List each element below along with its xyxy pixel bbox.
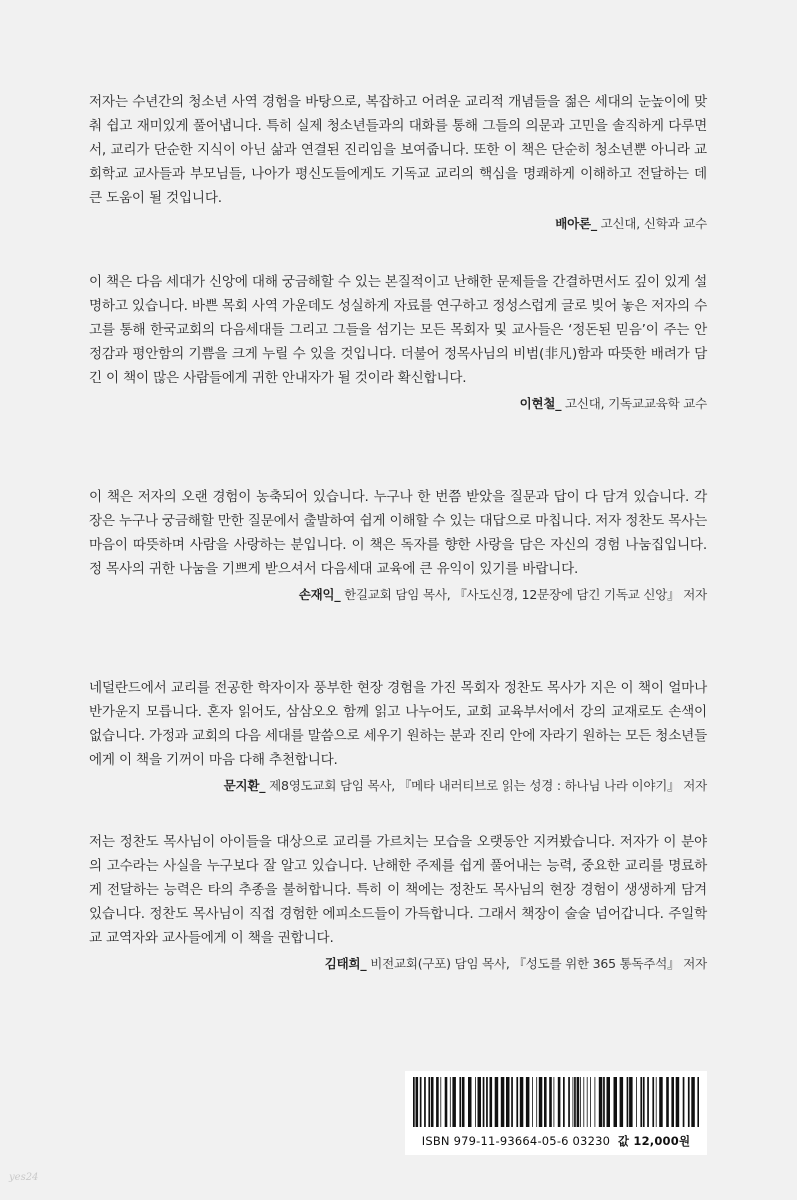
- barcode-icon: [413, 1077, 699, 1127]
- reviewer-affiliation: 비전교회(구포) 담임 목사, 『성도를 위한 365 통독주석』 저자: [366, 956, 707, 971]
- reviewer-affiliation: 한길교회 담임 목사, 『사도신경, 12문장에 담긴 기독교 신앙』 저자: [340, 587, 707, 602]
- review-3: [89, 485, 707, 605]
- isbn-number: ISBN 979-11-93664-05-6 03230: [421, 1134, 611, 1148]
- review-text: 이 책은 저자의 오랜 경험이 농축되어 있습니다. 누구나 한 번쯤 받았을 질문과 답이 다 담겨 있습니다. 각 장은 누구나 궁금해할 만한 질문에서 출발하여 쉽게 이해할 수 있는 대답으로 마칩니다. 저자 정찬도 목사는 마음이 따뜻하며 사람을 사랑하는 분입니다. 이 책은 독자를 향한 사랑을 담은 자신의 경험 나눔집입니다. 정 목사의 귀한 나눔을 기쁘게 받으셔서 다음세대 교육에 큰 유익이 있기를 바랍니다.: [89, 489, 707, 577]
- price-label: 값 12,000원: [617, 1134, 691, 1148]
- review-attribution: [89, 776, 707, 796]
- barcode-box: [405, 1071, 707, 1155]
- reviewer-name: 손재익_: [298, 587, 341, 602]
- review-attribution: [89, 214, 707, 234]
- reviewer-affiliation: 고신대, 신학과 교수: [596, 216, 707, 231]
- review-5: [89, 830, 707, 974]
- reviewer-affiliation: 고신대, 기독교교육학 교수: [561, 396, 707, 411]
- reviewer-name: 이현철_: [519, 396, 562, 411]
- reviewer-name: 김태희_: [324, 956, 367, 971]
- reviewer-affiliation: 제8영도교회 담임 목사, 『메타 내러티브로 읽는 성경 : 하나님 나라 이야기』 저자: [265, 778, 707, 793]
- isbn-line: [405, 1133, 707, 1149]
- review-4: [89, 676, 707, 796]
- watermark-logo: yes24: [9, 1172, 39, 1183]
- review-attribution: [89, 585, 707, 605]
- review-text: 네덜란드에서 교리를 전공한 학자이자 풍부한 현장 경험을 가진 목회자 정찬도 목사가 지은 이 책이 얼마나 반가운지 모릅니다. 혼자 읽어도, 삼삼오오 함께 읽고 나누어도, 교회 교육부서에서 강의 교재로도 손색이 없습니다. 가정과 교회의 다음 세대를 말씀으로 세우기 원하는 분과 진리 안에 자라기 원하는 모든 청소년들에게 이 책을 기꺼이 마음 다해 추천합니다.: [89, 680, 707, 768]
- review-attribution: [89, 394, 707, 414]
- reviewer-name: 배아론_: [555, 216, 597, 231]
- review-text: 저자는 수년간의 청소년 사역 경험을 바탕으로, 복잡하고 어려운 교리적 개념들을 젊은 세대의 눈높이에 맞춰 쉽고 재미있게 풀어냅니다. 특히 실제 청소년들과의 대화를 통해 그들의 의문과 고민을 솔직하게 다루면서, 교리가 단순한 지식이 아닌 삶과 연결된 진리임을 보여줍니다. 또한 이 책은 단순히 청소년뿐 아니라 교회학교 교사들과 부모님들, 나아가 평신도들에게도 기독교 교리의 핵심을 명쾌하게 이해하고 전달하는 데 큰 도움이 될 것입니다.: [89, 94, 707, 206]
- review-2: [89, 270, 707, 414]
- review-text: 저는 정찬도 목사님이 아이들을 대상으로 교리를 가르치는 모습을 오랫동안 지켜봤습니다. 저자가 이 분야의 고수라는 사실을 누구보다 잘 알고 있습니다. 난해한 주제를 쉽게 풀어내는 능력, 중요한 교리를 명료하게 전달하는 능력은 타의 추종을 불허합니다. 특히 이 책에는 정찬도 목사님의 현장 경험이 생생하게 담겨 있습니다. 정찬도 목사님이 직접 경험한 에피소드들이 가득합니다. 그래서 책장이 술술 넘어갑니다. 주일학교 교역자와 교사들에게 이 책을 권합니다.: [89, 834, 707, 946]
- review-attribution: [89, 954, 707, 974]
- review-1: [89, 90, 707, 234]
- review-text: 이 책은 다음 세대가 신앙에 대해 궁금해할 수 있는 본질적이고 난해한 문제들을 간결하면서도 깊이 있게 설명하고 있습니다. 바쁜 목회 사역 가운데도 성실하게 자료를 연구하고 정성스럽게 글로 빚어 놓은 저자의 수고를 통해 한국교회의 다음세대들 그리고 그들을 섬기는 모든 목회자 및 교사들은 ‘정돈된 믿음’이 주는 안정감과 평안함의 기쁨을 크게 누릴 수 있을 것입니다. 더불어 정목사님의 비범(非凡)함과 따뜻한 배려가 담긴 이 책이 많은 사람들에게 귀한 안내자가 될 것이라 확신합니다.: [89, 274, 707, 386]
- reviewer-name: 문지환_: [223, 778, 266, 793]
